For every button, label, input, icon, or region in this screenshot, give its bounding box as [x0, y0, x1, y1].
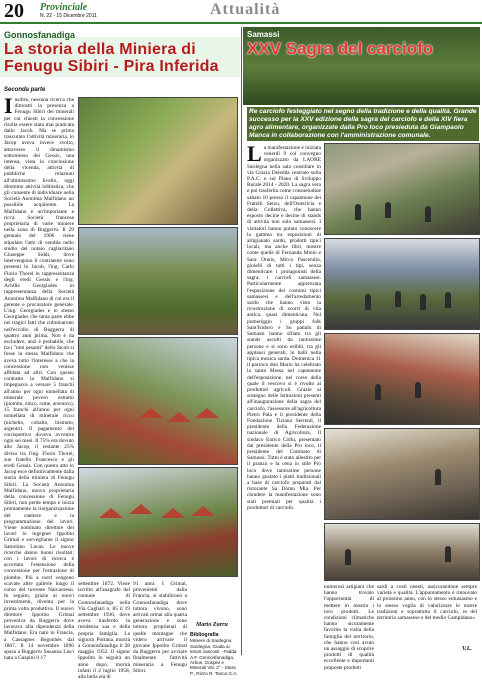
- mine-buildings-photo: [78, 337, 238, 465]
- right-headline: XXV Sagra del carciofo: [247, 39, 434, 58]
- roof-shape: [167, 412, 191, 422]
- mine-landscape-photo: [78, 97, 238, 225]
- left-body-text-1: nsiltre, nessuna ricerca che dimostri la presenza a Fenugu Sibiri dei minerali per cui chiesti la concessione risulta essere stata mai praticata dallo Jacob. Ma se prima trascurato l'attività mineraria, lo Jacop aveva invece svolto, attraverso il dinamismo sottomesso dei Gessis, una intensa, vista la conclusione della vicenda, attività di pubbliche relazioni all'ultimissimo livello, oggi diremmo attività lobbistica, che gli consente di individuare nella Società Anonima Malfidano un possibile acquirente. La Malfidano è un'importante e ricca Società francese proprietaria di varie miniere nella zona di Buggerru. Il 29 gennaio del 1906 viene stipulato l'atto di vendita nello studio del notaio cagliaritano Giuseppe Siddi, dove intervengono il contraente sono presenti lo Jacob, l'ing. Carlo Florio Thorel in rappresentanza degli eredi Gessis e l'ing. Achille Georgiades in rappresentanza della Società Anonima Malfidano di cui era il gerente e procuratore generale. L'ing. Georgiades e lo stesso Georgiades che tanta parte ebbe nei tragici fatti che culminarono nell'eccidio di Buggerru di quattro anni prima. Non è da escludere, anzi è probabile, che tra i "toni pesanti" dello Jacob si fosse la stessa Malfidano che aveva tutto l'interesse a che la concessione non venisse affidata ad altri. Con questo contratto la Malfidano si impegnava a versare 5 franchi all'anno per ogni tonnellata di minerale povero estratto (piombo, zinco, rame, arsenico), 15 franchi all'anno per ogni tonnellata di minerale ricco (nichelio, cobalto, bismuto, argento). Il pagamento del corrispettivo doveva avvenire ogni sei mesi. Il 75% era dovuto allo Jacop, il restante 25% diviso tra l'ing. Florio Thorel, suo fratello Francesco e gli eredi Gessis. Con questo atto lo Jacop esce definitivamente dalla storia della miniera di Fenugu Sibiri. La Società Anonima Malfidano, nuova proprietaria della concessione di Fenugu Sibiri, non perde tempo e inizia prontamente la riorganizzazione del cantiere e la programmazione dei lavori. Viene nominato direttore dei lavori lo ingegner Ippolito Grimal e sorvegliante il signor Saturnino Lucas. Le nuove ricerche danno buoni risultati: con i lavori di ricerca è accertata l'estensione della concessione per l'estrazione di piombo. Più a nord vengono scavate altre gallerie lungo il corso del torrente Narcauresu. In seguito, grazie ai nuovi investimenti, diventa per la prima volta produttiva. Il nuovo direttore Ippolito Grimal proveniva da Buggerru dove lavorava alla dipendenza della Malfidano. Era nato in Francia, a Cassagnes Begonhès dal 1867. Il 14 novembre 1896 sposa a Buggerru Susanna Lisci nata a Gaspini il 17: [4, 97, 74, 662]
- masthead: [0, 0, 482, 24]
- issue-date: N. 22 - 15 Dicembre 2011: [40, 13, 97, 19]
- roof-shape: [161, 508, 185, 518]
- person-figure: [385, 202, 391, 218]
- left-kicker: Gonnosfanadiga: [4, 30, 76, 40]
- person-figure: [375, 384, 381, 400]
- right-body-column-1: [247, 141, 322, 655]
- folk-group-photo: [324, 238, 480, 330]
- brand-logo: Provinciale: [40, 2, 88, 13]
- exhibition-stand-photo: [324, 523, 480, 581]
- right-body-column-3: sardi a costi onesti, assicurandone sempre varietà e qualità. L'appuntamento è rinnovato al prossimo anno, con lo stesso entusiasmo e lo stesso voglia di valorizzare le nostre tradizioni e soprattutto il carciofo, re del territorio samassese e del medio Campidano»: [377, 584, 477, 622]
- left-subkicker: Seconda parte: [4, 87, 46, 93]
- mine-valley-photo: [78, 227, 238, 335]
- traditional-interior-photo: [324, 428, 480, 520]
- right-lede: Re carciofo festeggiato nel segno della tradizione e della qualità. Grande successo per la XXV edizione della sagra del carciofo e della XIV fiera agro alimentare, organizzate dalla Pro loco presieduta da Giampaolo Manca in collaborazione con l'amministrazione comunale.: [247, 107, 479, 141]
- person-figure: [355, 204, 361, 220]
- bibliography-text: Miniere di Sardegna. Sardegna, Guida ai tesori nascosti - Fadda A.F. Gonnosfanadiga, Arbus, Guspini e Minerali Val. 2° - Stara P., Rizzo R. Tanca G.A.: [190, 638, 238, 676]
- bibliography-title: Bibliografia: [190, 632, 219, 638]
- roof-shape: [191, 506, 215, 516]
- left-body-column-3: 91 anni. I Grimal, provenienti dalla Francia, si stabilirono a Gonnosfanadiga dove tuttora vivono, sono arrivati ormai alla quarta generazione e sono tuttora proprietari di quelle montagne che videro arrivare il giovane Ippolito Grimal da Buggerru per avviare finalmente l'attività mineraria a Fenugu Sibiri.: [133, 581, 187, 674]
- page-number: 20: [4, 0, 24, 22]
- left-body-column-1: [4, 93, 74, 662]
- person-figure: [415, 382, 421, 398]
- costume-display-photo: [324, 333, 480, 425]
- roof-shape: [129, 504, 153, 514]
- right-body-text-1: a manifestazione è iniziata venerdì 9 col convegno organizzato da LAORE Sardegna nella sala consiliare in via Grazia Deledda centrato sulla P.A.C. e sul Piano di Sviluppo Rurale 2014 - 2020. La sagra vera e poi trasferita come consuetudine sabato 10 presso il capannone dei Fratelli Setzu, dell'Ostetricia e della Collettiva, che hanno esposto decine e decine di stands di attività non solo samassesi. I visitatori hanno potuto conoscere la gamma tra esposizioni di artigianato sardo, prodotti tipici locali, ma anche libri, mostre come quelle di Fernanda Minio e Sara Onnis, Mirco Pascendio, gioielli di tutti i tipi, senza dimenticare i protagonisti della sagra: i carciofi samassesi. Particolarmente apprezzata l'esposizione dei costumi tipici samassesi e dell'arredamento sardo che hanno visto la ricostruzione di scorci di vita antica, quasi dimenticata. Nel pomeriggio i gruppi folk Sant'Isidoro e Su pattalu di Samassi hanno sfilato tra gli stands ascolti da tantissime persone e si sono esibiti, tra gli applausi generali, in balli nella tipica musica sarda. Domenica 11 il parroco don Mario ha celebrato la santa Messa nel capannone dell'esposizione, nel corso della quale il vescovo si è rivolto ai produttori agricoli. Grazie al sostegno delle Istituzioni presenti all'inaugurazione della sagra del carciofo, l'assessore all'agricoltura Pietro Pala e il presidente della Fondazione Tiziana Serrenti, il presidente della Federazione nazionale di Agricoltura, Il sindaco Enrico Collu, presentato dal presidente della Pro loco, il presidente del Comitato di Samassi. Tutto è stato allestito per il pranzo e la cena in stile Pro loco dove tantissime persone hanno gustato i piatti tradizionali a base di carciofo preparati dal ristorante Sa Domu Mia. Per chiudere la manifestazione sono stati premiati per qualità i produttori di carciofo.: [247, 145, 322, 511]
- left-article: [0, 27, 240, 680]
- right-author: V.L.: [462, 646, 472, 652]
- left-headline: La storia della Miniera di Fenugu Sibiri - Pira Inferida: [4, 41, 219, 75]
- person-figure: [445, 546, 451, 562]
- artichoke-banner-photo: [243, 27, 480, 105]
- right-article: [243, 27, 482, 671]
- person-figure: [420, 294, 426, 310]
- person-figure: [445, 292, 451, 308]
- right-body-column-2: numerosi artigiani che hanno trovato l'opportunità di mettere in mostra i loro prodotti. Le condizioni climatiche hanno sicuramente favorito la visita della famiglia del territorio, che hanno così avuto un assaggio di scoprire prodotti di qualità eccellente e importanti proposte prodotti: [324, 584, 374, 671]
- person-figure: [435, 469, 441, 485]
- right-dropcap: L: [247, 141, 262, 166]
- mine-ruins-photo: [78, 467, 238, 577]
- left-author: Mario Zurru: [196, 622, 228, 628]
- person-figure: [395, 291, 401, 307]
- section-title: Attualità: [210, 1, 281, 18]
- bibliography: [190, 632, 240, 676]
- roof-shape: [99, 508, 123, 518]
- left-dropcap: I: [4, 93, 13, 118]
- person-figure: [365, 294, 371, 310]
- crowd-photo: [324, 143, 480, 235]
- right-kicker: Samassi: [247, 30, 280, 39]
- roof-shape: [139, 408, 163, 418]
- person-figure: [425, 206, 431, 222]
- person-figure: [345, 549, 351, 565]
- column-divider: [241, 27, 242, 655]
- left-body-column-2: settembre 1872. Viene iscritto all'anagrafe del comune di Gonnosfanadiga nella Via Cagliari n. 85 il 19 settembre 1930, dove aveva trasferito la residenza sua e della propria famiglia. La signora Portana morirà a Gonnosfanadiga il 28 maggio 1952. Il signor Ippolito lo seguirà un anno dopo, morirà infatti il 2 luglio 1958, alla bella età di: [78, 581, 130, 680]
- roof-shape: [195, 408, 219, 418]
